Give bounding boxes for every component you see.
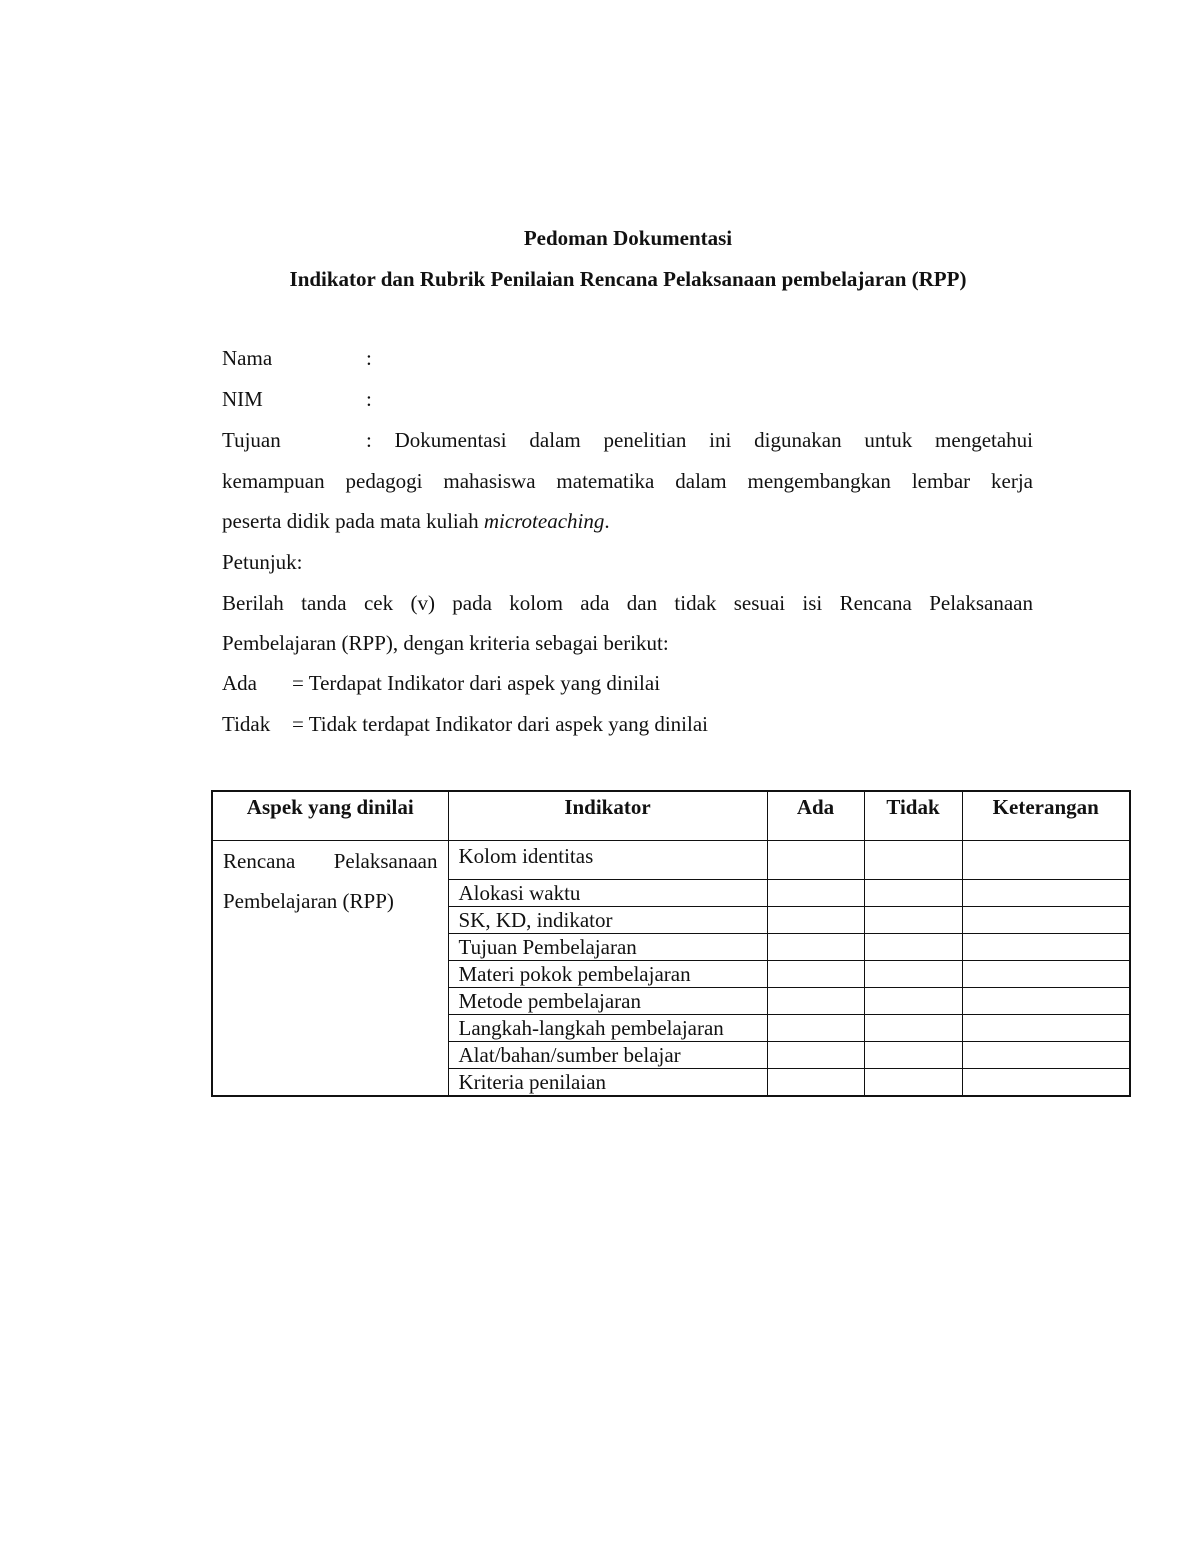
indicator-cell: Metode pembelajaran [448, 988, 767, 1015]
ada-cell[interactable] [767, 841, 864, 880]
aspect-line2: Pembelajaran (RPP) [223, 889, 394, 913]
tidak-cell[interactable] [864, 961, 962, 988]
tidak-cell[interactable] [864, 1042, 962, 1069]
keterangan-cell[interactable] [962, 841, 1130, 880]
nim-row [222, 387, 372, 412]
aspect-cell [212, 841, 448, 1097]
document-subtitle: Indikator dan Rubrik Penilaian Rencana Pelaksanaan pembelajaran (RPP) [289, 267, 967, 291]
tidak-cell[interactable] [864, 934, 962, 961]
header-aspek: Aspek yang dinilai [212, 791, 448, 841]
tidak-cell[interactable] [864, 1069, 962, 1097]
header-keterangan: Keterangan [962, 791, 1130, 841]
header-tidak: Tidak [864, 791, 962, 841]
keterangan-cell[interactable] [962, 907, 1130, 934]
indicator-cell: Alokasi waktu [448, 880, 767, 907]
keterangan-cell[interactable] [962, 988, 1130, 1015]
tujuan-row [222, 428, 1033, 453]
table-row [212, 841, 1130, 880]
nim-value: : [366, 387, 372, 411]
tujuan-line2: kemampuan pedagogi mahasiswa matematika dalam mengembangkan lembar kerja [222, 469, 1033, 493]
table-header-row [212, 791, 1130, 841]
ada-cell[interactable] [767, 1042, 864, 1069]
ada-cell[interactable] [767, 880, 864, 907]
indicator-cell: Tujuan Pembelajaran [448, 934, 767, 961]
indicator-cell: Alat/bahan/sumber belajar [448, 1042, 767, 1069]
ada-cell[interactable] [767, 988, 864, 1015]
ada-cell[interactable] [767, 907, 864, 934]
tidak-cell[interactable] [864, 880, 962, 907]
ada-cell[interactable] [767, 934, 864, 961]
indicator-cell: Kriteria penilaian [448, 1069, 767, 1097]
nim-label: NIM [222, 387, 263, 411]
nama-label: Nama [222, 346, 273, 370]
indicator-cell: Materi pokok pembelajaran [448, 961, 767, 988]
tujuan-line3-pre: peserta didik pada mata kuliah [222, 509, 484, 533]
indicator-cell: Langkah-langkah pembelajaran [448, 1015, 767, 1042]
header-ada: Ada [767, 791, 864, 841]
keterangan-cell[interactable] [962, 1015, 1130, 1042]
keterangan-cell[interactable] [962, 961, 1130, 988]
tujuan-line3-post: . [604, 509, 610, 533]
tujuan-line1: : Dokumentasi dalam penelitian ini digunakan untuk mengetahui [366, 428, 1033, 452]
tujuan-line3-italic: microteaching [483, 509, 605, 533]
keterangan-cell[interactable] [962, 880, 1130, 907]
nama-value: : [366, 346, 372, 370]
ada-text: = Terdapat Indikator dari aspek yang dinilai [292, 671, 661, 695]
petunjuk-label: Petunjuk: [222, 550, 303, 574]
petunjuk-line2: Pembelajaran (RPP), dengan kriteria sebagai berikut: [222, 631, 669, 655]
keterangan-cell[interactable] [962, 934, 1130, 961]
ada-cell[interactable] [767, 1069, 864, 1097]
ada-row [222, 671, 660, 696]
nama-row [222, 346, 372, 371]
document-title: Pedoman Dokumentasi [523, 226, 733, 250]
tidak-cell[interactable] [864, 988, 962, 1015]
rubric-table [211, 790, 1131, 1097]
tidak-row [222, 712, 708, 737]
petunjuk-line1: Berilah tanda cek (v) pada kolom ada dan tidak sesuai isi Rencana Pelaksanaan [222, 591, 1033, 615]
ada-cell[interactable] [767, 961, 864, 988]
tidak-cell[interactable] [864, 907, 962, 934]
ada-label: Ada [222, 671, 257, 695]
keterangan-cell[interactable] [962, 1069, 1130, 1097]
tujuan-label: Tujuan [222, 428, 281, 452]
indicator-cell: Kolom identitas [448, 841, 767, 880]
tidak-label: Tidak [222, 712, 271, 736]
indicator-cell: SK, KD, indikator [448, 907, 767, 934]
keterangan-cell[interactable] [962, 1042, 1130, 1069]
tidak-cell[interactable] [864, 1015, 962, 1042]
aspect-line1: Rencana Pelaksanaan [223, 849, 438, 873]
header-indikator: Indikator [448, 791, 767, 841]
tidak-text: = Tidak terdapat Indikator dari aspek yang dinilai [292, 712, 709, 736]
tujuan-line3 [222, 509, 610, 534]
ada-cell[interactable] [767, 1015, 864, 1042]
tidak-cell[interactable] [864, 841, 962, 880]
